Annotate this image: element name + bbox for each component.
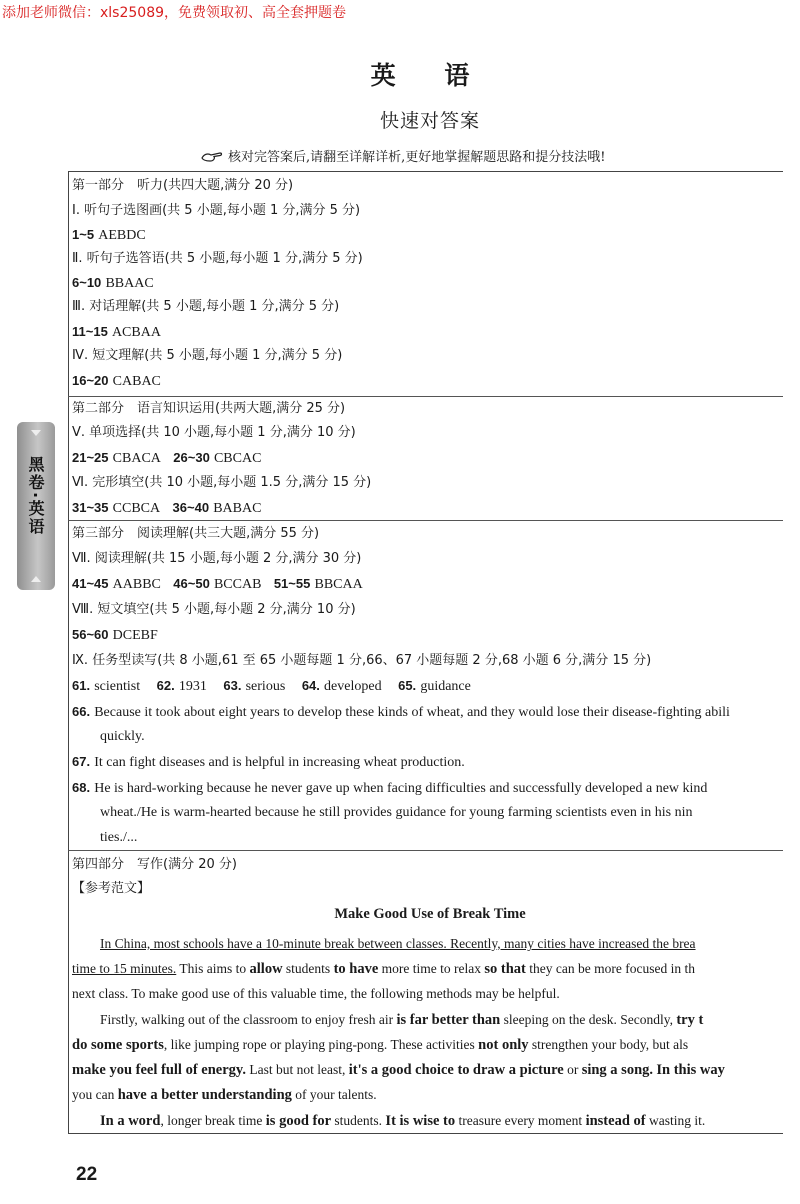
answer-row: 6~10 BBAAC bbox=[72, 275, 154, 291]
section6-title: Ⅵ. 完形填空(共 10 小题,每小题 1.5 分,满分 15 分) bbox=[72, 475, 372, 490]
essay-line: Firstly, walking out of the classroom to enjoy fresh air is far better than sleeping on the desk. Secondly, try t bbox=[100, 1012, 704, 1028]
section7-title: Ⅶ. 阅读理解(共 15 小题,每小题 2 分,满分 30 分) bbox=[72, 551, 362, 566]
triangle-up-icon bbox=[31, 430, 41, 436]
section4-title: Ⅳ. 短文理解(共 5 小题,每小题 1 分,满分 5 分) bbox=[72, 348, 343, 363]
answer-row-61-65: 61. scientist 62. 1931 63. serious 64. developed 65. guidance bbox=[72, 678, 471, 694]
part1-heading: 第一部分 听力(共四大题,满分 20 分) bbox=[72, 178, 294, 193]
tip-line bbox=[200, 146, 606, 165]
essay-line: next class. To make good use of this valuable time, the following methods may be helpful. bbox=[72, 986, 560, 1001]
answer-row: 56~60 DCEBF bbox=[72, 627, 158, 643]
sample-label: 【参考范文】 bbox=[72, 881, 151, 896]
section1-title: Ⅰ. 听句子选图画(共 5 小题,每小题 1 分,满分 5 分) bbox=[72, 203, 361, 218]
part-divider-1 bbox=[68, 396, 783, 397]
section5-title: Ⅴ. 单项选择(共 10 小题,每小题 1 分,满分 10 分) bbox=[72, 425, 356, 440]
bottom-divider bbox=[68, 1133, 783, 1134]
tip-text: 核对完答案后,请翻至详解详析,更好地掌握解题思路和提分技法哦! bbox=[228, 150, 606, 165]
answer-66-line1: 66. Because it took about eight years to develop these kinds of wheat, and they would lose their disease-fighting abili bbox=[72, 704, 730, 720]
answer-68-line3: ties./... bbox=[100, 830, 138, 845]
essay-line: time to 15 minutes. This aims to allow students to have more time to relax so that they can be more focused in th bbox=[72, 961, 695, 977]
page-number: 22 bbox=[76, 1164, 98, 1185]
essay-line: In China, most schools have a 10-minute break between classes. Recently, many cities have increased the brea bbox=[100, 936, 696, 951]
essay-line: do some sports, like jumping rope or playing ping-pong. These activities not only strengthen your body, but als bbox=[72, 1037, 689, 1053]
page-subtitle: 快速对答案 bbox=[379, 110, 480, 132]
answer-67: 67. It can fight diseases and is helpful in increasing wheat production. bbox=[72, 754, 465, 770]
section2-title: Ⅱ. 听句子选答语(共 5 小题,每小题 1 分,满分 5 分) bbox=[72, 251, 363, 266]
answer-68-line1: 68. He is hard-working because he never gave up when facing difficulties and successfully developed a new kind bbox=[72, 780, 708, 796]
pointing-hand-icon bbox=[200, 149, 224, 163]
side-tab bbox=[17, 422, 55, 590]
essay-title: Make Good Use of Break Time bbox=[334, 906, 526, 922]
part-divider-3 bbox=[68, 850, 783, 851]
answer-row: 1~5 AEBDC bbox=[72, 227, 146, 243]
answer-66-line2: quickly. bbox=[100, 729, 145, 744]
answer-68-line2: wheat./He is warm-hearted because he still provides guidance for young farming scientists even in his nin bbox=[100, 805, 693, 820]
essay-line: make you feel full of energy. Last but not least, it's a good choice to draw a picture or sing a song. In this way bbox=[72, 1062, 725, 1078]
answer-row: 31~35 CCBCA 36~40 BABAC bbox=[72, 500, 262, 516]
answer-row: 41~45 AABBC 46~50 BCCAB 51~55 BBCAA bbox=[72, 576, 363, 592]
part-divider-2 bbox=[68, 520, 783, 521]
part2-heading: 第二部分 语言知识运用(共两大题,满分 25 分) bbox=[72, 401, 346, 416]
side-tab-label: 黑卷·英语 bbox=[26, 456, 45, 537]
essay-line: you can have a better understanding of your talents. bbox=[72, 1087, 377, 1103]
top-divider bbox=[68, 171, 783, 172]
answer-row: 11~15 ACBAA bbox=[72, 324, 161, 340]
page-title: 英 语 bbox=[370, 61, 490, 90]
watermark-text: 添加老师微信：xls25089，免费领取初、高全套押题卷 bbox=[2, 5, 347, 21]
essay-line: In a word, longer break time is good for students. It is wise to treasure every moment instead of wasting it. bbox=[100, 1113, 706, 1129]
answer-row: 16~20 CABAC bbox=[72, 373, 161, 389]
answer-row: 21~25 CBACA 26~30 CBCAC bbox=[72, 450, 262, 466]
section9-title: Ⅸ. 任务型读写(共 8 小题,61 至 65 小题每题 1 分,66、67 小题每题 2 分,68 小题 6 分,满分 15 分) bbox=[72, 653, 652, 668]
section8-title: Ⅷ. 短文填空(共 5 小题,每小题 2 分,满分 10 分) bbox=[72, 602, 356, 617]
part4-heading: 第四部分 写作(满分 20 分) bbox=[72, 857, 237, 872]
section3-title: Ⅲ. 对话理解(共 5 小题,每小题 1 分,满分 5 分) bbox=[72, 299, 340, 314]
triangle-down-icon bbox=[31, 576, 41, 582]
part3-heading: 第三部分 阅读理解(共三大题,满分 55 分) bbox=[72, 526, 320, 541]
